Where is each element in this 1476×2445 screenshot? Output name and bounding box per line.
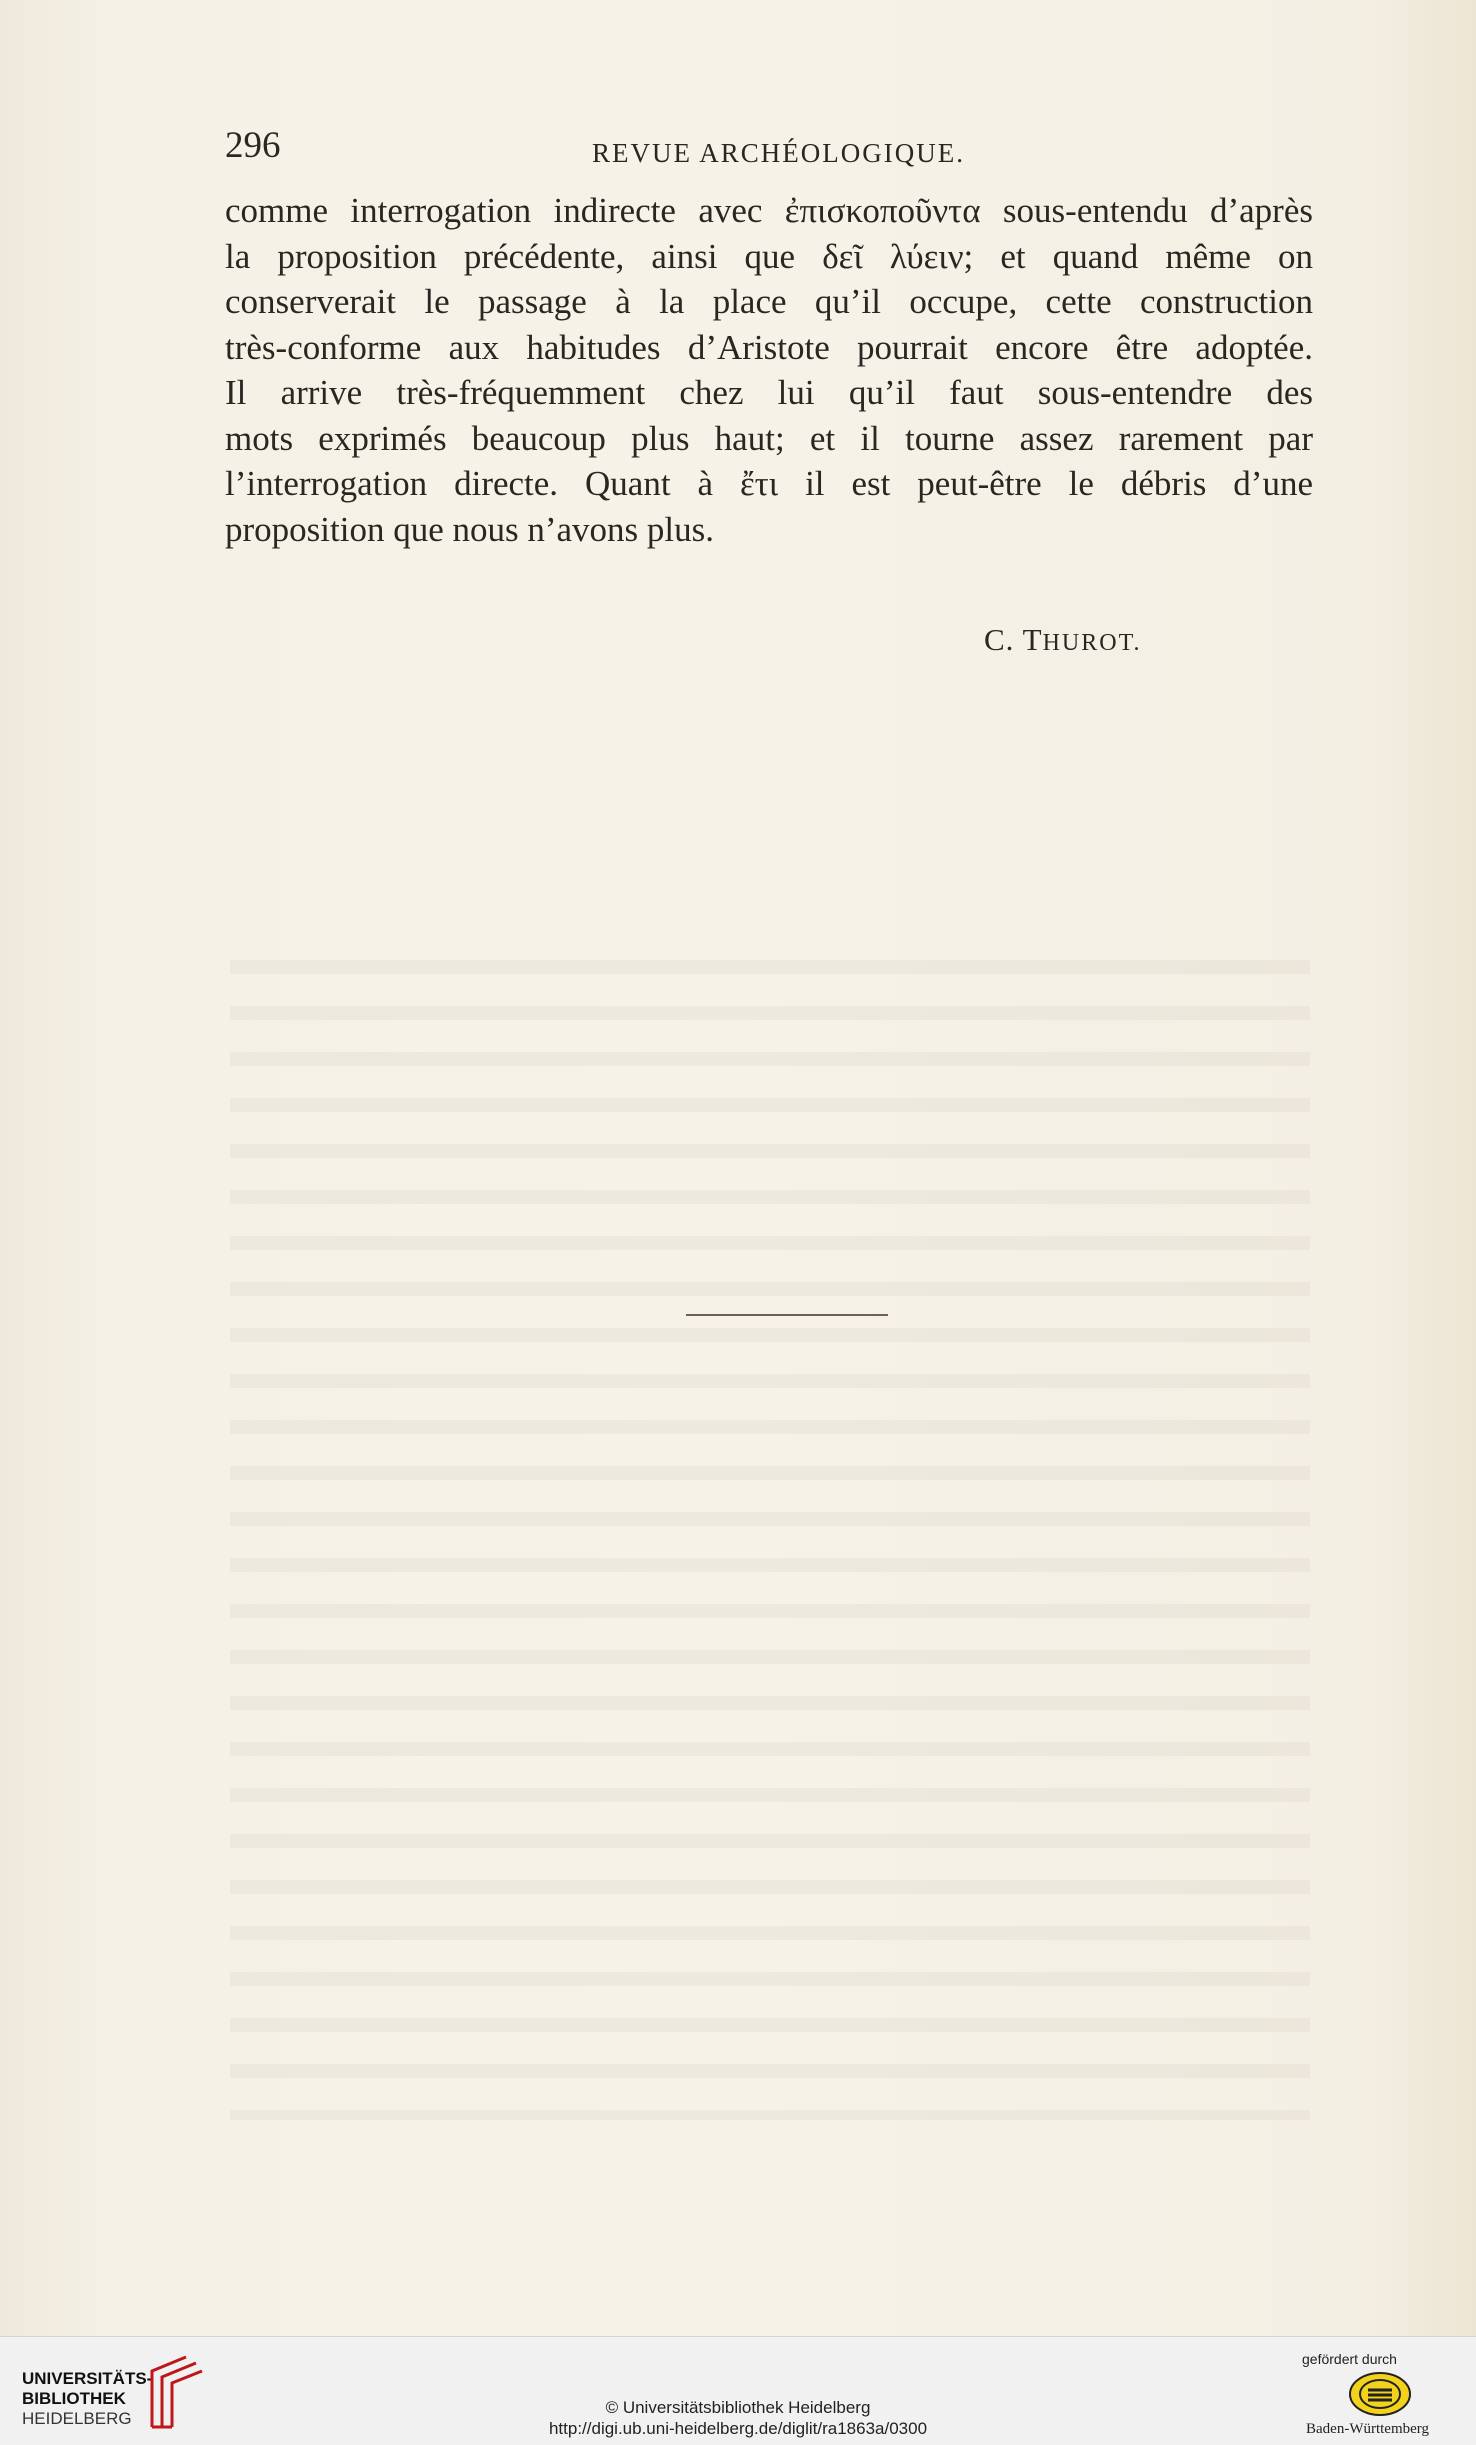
body-paragraph [225,188,1313,552]
footer-bar [0,2336,1476,2445]
library-name-line1: UNIVERSITÄTS- [22,2369,153,2388]
text-line: la proposition précédente, ainsi que δεῖ λύειν; et quand même on [225,236,1313,276]
page-number: 296 [225,125,281,166]
author-signature [984,622,1141,658]
permalink-url[interactable]: http://digi.ub.uni-heidelberg.de/diglit/ra1863a/0300 [548,2419,928,2438]
library-name-line2: BIBLIOTHEK [22,2389,126,2408]
funder-name: Baden-Württemberg [1306,2421,1430,2437]
text-line: l’interrogation directe. Quant à ἔτι il est peut-être le débris d’une [225,464,1313,503]
running-head: REVUE ARCHÉOLOGIQUE. [592,138,965,168]
author-surname-initial: T [1022,622,1043,657]
text-line: mots exprimés beaucoup plus haut; et il tourne assez rarement par [225,418,1313,458]
copyright-text: © Universitätsbibliothek Heidelberg [605,2398,871,2417]
text-line: comme interrogation indirecte avec ἐπισκοποῦντα sous-entendu d’après [225,191,1313,230]
bleed-through-texture [230,960,1310,2120]
text-line: proposition que nous n’avons plus. [225,509,715,549]
copyright-notice [0,2397,1476,2439]
text-line: conserverait le passage à la place qu’il occupe, cette construction [225,282,1313,321]
text-line: très-conforme aux habitudes d’Aristote pourrait encore être adoptée. [225,327,1313,367]
author-surname-rest: HUROT. [1042,630,1142,656]
text-line: Il arrive très-fréquemment chez lui qu’il faut sous-entendre des [225,373,1313,412]
section-divider [686,1314,888,1316]
funding-label: gefördert durch [1302,2351,1397,2367]
library-name-line3: HEIDELBERG [22,2409,132,2428]
author-initial: C. [984,622,1015,657]
baden-wuerttemberg-emblem-icon[interactable] [1348,2371,1412,2417]
